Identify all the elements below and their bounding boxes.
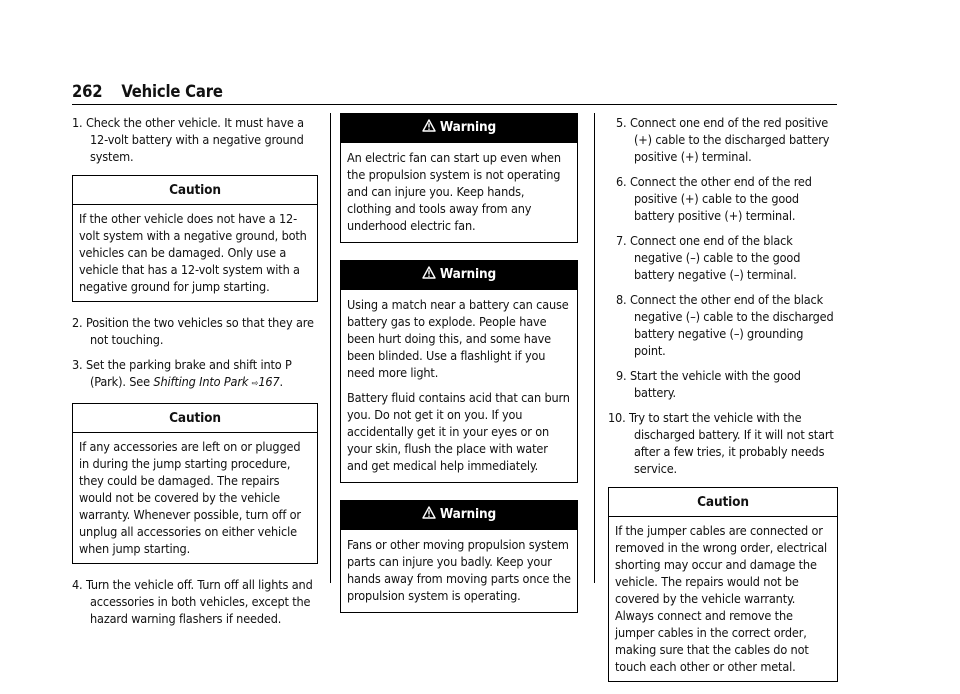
column-2	[340, 113, 578, 630]
caution-box-2	[72, 403, 318, 564]
step-number: 6.	[616, 174, 627, 189]
caution-text: If any accessories are left on or plugged in during the jump starting procedure, they could be damaged. The repairs would not be covered by the vehicle warranty. Whenever possible, turn off or unplug all accessories on either vehicle when jump starting.	[79, 439, 301, 556]
step-text: Set the parking brake and shift into P (Park). See	[85, 357, 292, 389]
step-2	[72, 314, 318, 348]
warning-header	[341, 501, 577, 530]
warning-header	[341, 261, 577, 290]
warning-triangle-icon	[422, 506, 436, 524]
step-number: 4.	[72, 577, 83, 592]
step-8	[608, 291, 838, 359]
page-number: 262	[72, 82, 103, 101]
column-1	[72, 114, 318, 635]
crossref-page[interactable]: 167	[258, 374, 280, 389]
warning-text-2: Battery fluid contains acid that can burn you. Do not get it on you. If you accidentally get it in your eyes or on your skin, flush the place with water and get medical help immediately.	[347, 390, 570, 473]
step-text: Connect the other end of the black negative (–) cable to the discharged battery negative (–) grounding point.	[629, 292, 834, 358]
caution-box-1	[72, 175, 318, 302]
caution-text: If the other vehicle does not have a 12-volt system with a negative ground, both vehicles can be damaged. Only use a vehicle that has a 12-volt system with a negative ground for jump starting.	[79, 211, 307, 294]
step-number: 2.	[72, 315, 83, 330]
caution-title: Caution	[73, 404, 317, 433]
warning-text: Fans or other moving propulsion system parts can injure you badly. Keep your hands away from moving parts once the propulsion system is operating.	[347, 537, 571, 603]
step-text: Connect one end of the red positive (+) cable to the discharged battery positive (+) terminal.	[629, 115, 830, 164]
step-number: 8.	[616, 292, 627, 307]
step-6	[608, 173, 838, 224]
caution-box-3	[608, 487, 838, 682]
step-number: 10.	[608, 410, 626, 425]
step-number: 7.	[616, 233, 627, 248]
arrow-right-icon: ⇨	[251, 379, 259, 389]
section-title: Vehicle Care	[121, 82, 223, 101]
column-divider-2	[594, 113, 595, 583]
step-number: 5.	[616, 115, 627, 130]
step-text: Connect the other end of the red positive (+) cable to the good battery positive (+) terminal.	[629, 174, 812, 223]
step-period: .	[279, 374, 283, 389]
step-number: 9.	[616, 368, 627, 383]
caution-title: Caution	[609, 488, 837, 517]
warning-text-1: Using a match near a battery can cause battery gas to explode. People have been hurt doing this, and some have been blinded. Use a flashlight if you need more light.	[347, 297, 569, 380]
warning-title: Warning	[439, 119, 497, 135]
warning-box-1	[340, 113, 578, 243]
step-number: 1.	[72, 115, 83, 130]
header-rule	[72, 104, 837, 105]
step-5	[608, 114, 838, 165]
warning-box-2	[340, 260, 578, 483]
step-9	[608, 367, 838, 401]
warning-title: Warning	[439, 266, 497, 282]
column-divider-1	[330, 113, 331, 583]
caution-text: If the jumper cables are connected or removed in the wrong order, electrical shorting may occur and damage the vehicle. The repairs would not be covered by the vehicle warranty. Always connect and remove the jumper cables in the correct order, making sure that the cables do not touch each other or other metal.	[615, 523, 828, 674]
step-10	[608, 409, 838, 477]
warning-triangle-icon	[422, 119, 436, 137]
step-number: 3.	[72, 357, 83, 372]
step-text: Check the other vehicle. It must have a 12-volt battery with a negative ground system.	[85, 115, 304, 164]
step-text: Position the two vehicles so that they are not touching.	[85, 315, 314, 347]
step-3	[72, 356, 318, 393]
step-text: Turn the vehicle off. Turn off all lights and accessories in both vehicles, except the hazard warning flashers if needed.	[85, 577, 313, 626]
crossref-link[interactable]: Shifting Into Park	[153, 374, 249, 389]
step-1	[72, 114, 318, 165]
warning-header	[341, 114, 577, 143]
column-3	[608, 114, 838, 694]
step-text: Connect one end of the black negative (–) cable to the good battery negative (–) terminal.	[629, 233, 801, 282]
warning-title: Warning	[439, 506, 497, 522]
step-4	[72, 576, 318, 627]
warning-triangle-icon	[422, 266, 436, 284]
warning-text: An electric fan can start up even when the propulsion system is not operating and can injure you. Keep hands, clothing and tools away from any underhood electric fan.	[347, 150, 561, 233]
step-7	[608, 232, 838, 283]
page-header	[72, 82, 223, 101]
caution-title: Caution	[73, 176, 317, 205]
step-text: Start the vehicle with the good battery.	[629, 368, 801, 400]
step-text: Try to start the vehicle with the discharged battery. If it will not start after a few tries, it probably needs service.	[629, 410, 834, 476]
warning-box-3	[340, 500, 578, 613]
